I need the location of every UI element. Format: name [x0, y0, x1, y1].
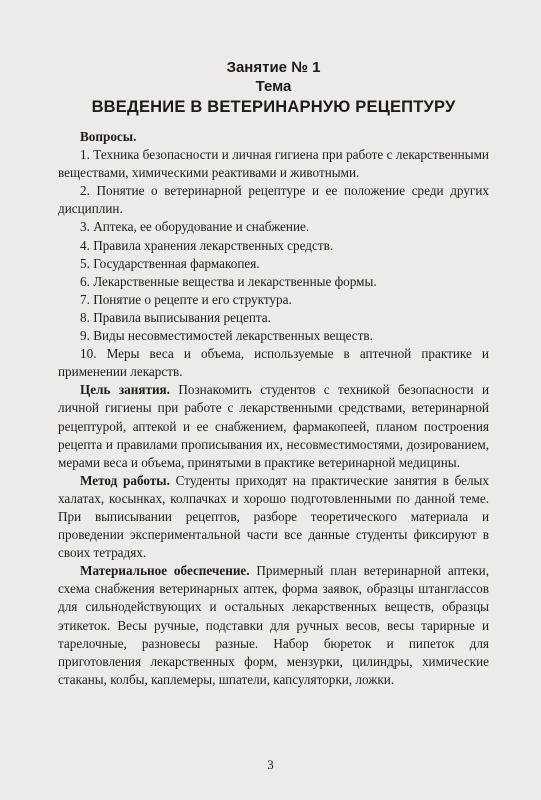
- header: [58, 58, 489, 118]
- question-item: 1. Техника безопасности и личная гигиена при работе с лекарственными веществами, химическими реактивами и животными.: [58, 147, 489, 181]
- topic-label: Тема: [255, 78, 292, 95]
- materials-heading: Материальное обеспечение.: [80, 563, 250, 579]
- goal-paragraph: [58, 381, 489, 471]
- questions-heading: Вопросы.: [80, 129, 137, 144]
- question-item: 10. Меры веса и объема, используемые в аптечной практике и применении лекарств.: [58, 346, 489, 380]
- question-item: 3. Аптека, ее оборудование и снабжение.: [80, 219, 310, 235]
- question-item: 7. Понятие о рецепте и его структура.: [80, 291, 292, 307]
- materials-paragraph: [58, 562, 489, 689]
- goal-heading: Цель занятия.: [80, 382, 170, 398]
- method-paragraph: [58, 472, 489, 562]
- materials-text: Примерный план ветеринарной аптеки, схема снабжения ветеринарных аптек, форма заявок, образцы штанглассов для сильнодействующих и остальных лекарственных веществ, образцы этикеток. Весы ручные, подставки для ручных весов, весы тарирные и тарелочные, разновесы разные. Набор бюреток и пипеток для приготовления лекарственных форм, мензурки, цилиндры, химические стаканы, колбы, каплемеры, шпатели, капсуляторки, ложки.: [58, 563, 490, 687]
- method-heading: Метод работы.: [80, 472, 170, 488]
- question-item: 8. Правила выписывания рецепта.: [80, 309, 271, 325]
- question-item: 6. Лекарственные вещества и лекарственные формы.: [80, 273, 377, 289]
- method-text: Студенты приходят на практические занятия в белых халатах, косынках, колпачках и хорошо подготовленными по данной теме. При выписывании рецептов, разборе теоретического материала и проведении экспериментальной части все данные студенты фиксируют в своих тетрадях.: [58, 472, 489, 561]
- question-item: 4. Правила хранения лекарственных средств.: [80, 237, 334, 253]
- page-title: ВВЕДЕНИЕ В ВЕТЕРИНАРНУЮ РЕЦЕПТУРУ: [91, 98, 456, 116]
- goal-text: Познакомить студентов с техникой безопасности и личной гигиены при работе с лекарственными средствами, ветеринарной рецептурой, аптекой и ее снабжением, фармакопеей, планом построения рецепта и правилами прописывания их, несовместимостями, дозированием, мерами веса и объема, принятыми в практике ветеринарной медицины.: [58, 382, 490, 470]
- question-item: 5. Государственная фармакопея.: [80, 255, 260, 271]
- document-body: [58, 128, 489, 689]
- question-item: 9. Виды несовместимостей лекарственных веществ.: [80, 328, 373, 344]
- lesson-number: Занятие № 1: [226, 59, 321, 76]
- page-number: 3: [267, 757, 274, 772]
- question-item: 2. Понятие о ветеринарной рецептуре и ее положение среди других дисциплин.: [58, 183, 489, 217]
